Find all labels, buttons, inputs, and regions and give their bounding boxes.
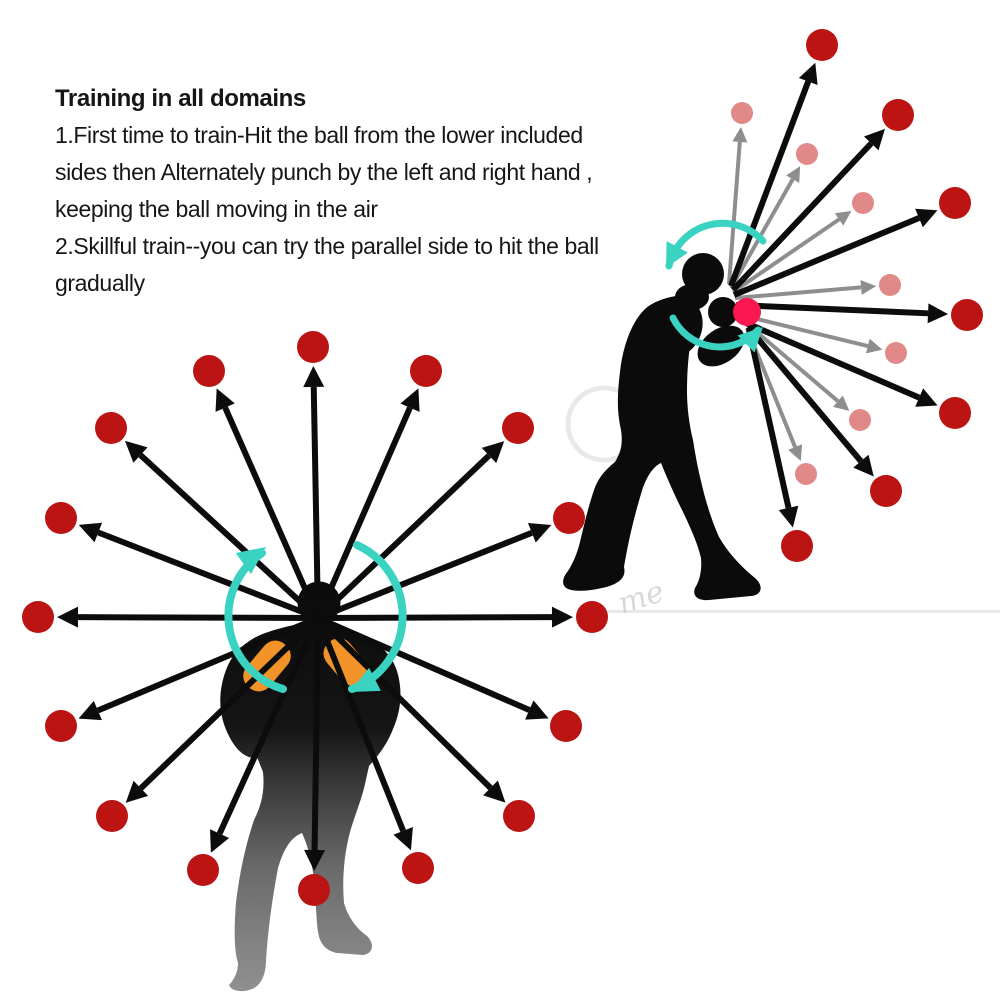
target-ball — [410, 355, 442, 387]
parallel-side-arrow-head — [928, 303, 948, 323]
near-target-ball — [885, 342, 907, 364]
low-side-arrow-head — [860, 280, 876, 295]
instructions-lines — [55, 117, 695, 302]
target-ball — [187, 854, 219, 886]
target-ball — [45, 502, 77, 534]
punch-arrow-head — [552, 607, 573, 628]
parallel-side-arrow-shaft — [736, 305, 928, 313]
target-ball — [22, 601, 54, 633]
near-target-balls — [731, 102, 907, 485]
punch-direction-arrows-all-sides — [57, 366, 573, 871]
target-ball — [95, 412, 127, 444]
reflex-ball — [733, 298, 761, 326]
boxer-side-silhouette — [563, 253, 761, 600]
punch-arrow-shaft — [315, 618, 318, 850]
punch-arrow-shaft — [78, 617, 318, 618]
target-ball — [553, 502, 585, 534]
far-target-ball — [870, 475, 902, 507]
instruction-line: 1.First time to train-Hit the ball from the lower included — [55, 122, 583, 148]
near-target-ball — [795, 463, 817, 485]
target-ball — [45, 710, 77, 742]
far-target-ball — [882, 99, 914, 131]
near-target-ball — [879, 274, 901, 296]
training-instructions — [55, 80, 695, 302]
far-target-ball — [806, 29, 838, 61]
low-side-arrow-head — [732, 127, 747, 143]
far-target-ball — [781, 530, 813, 562]
target-ball — [96, 800, 128, 832]
instruction-line: sides then Alternately punch by the left and right hand , — [55, 159, 593, 185]
left-training-diagram — [22, 331, 608, 991]
punch-arrow-head — [57, 607, 78, 628]
low-side-arrow-head — [866, 339, 882, 354]
punch-arrow-head — [303, 366, 324, 387]
near-target-ball — [852, 192, 874, 214]
target-ball — [576, 601, 608, 633]
far-target-ball — [939, 397, 971, 429]
instruction-line: keeping the ball moving in the air — [55, 196, 378, 222]
target-ball — [503, 800, 535, 832]
near-target-ball — [731, 102, 753, 124]
target-ball — [550, 710, 582, 742]
far-target-ball — [951, 299, 983, 331]
near-target-ball — [796, 143, 818, 165]
instruction-line: gradually — [55, 270, 145, 296]
punch-arrow-shaft — [314, 387, 318, 618]
target-ball — [298, 874, 330, 906]
instructions-title: Training in all domains — [55, 85, 306, 112]
far-target-ball — [939, 187, 971, 219]
target-ball — [502, 412, 534, 444]
parallel-side-arrow-head — [779, 506, 799, 528]
target-ball — [297, 331, 329, 363]
instruction-line: 2.Skillful train--you can try the parallel side to hit the ball — [55, 233, 599, 259]
punch-arrow-shaft — [318, 617, 552, 618]
reflex-ball — [733, 298, 761, 326]
watermark-text: me — [613, 574, 669, 622]
target-ball — [402, 852, 434, 884]
near-target-ball — [849, 409, 871, 431]
target-ball — [193, 355, 225, 387]
